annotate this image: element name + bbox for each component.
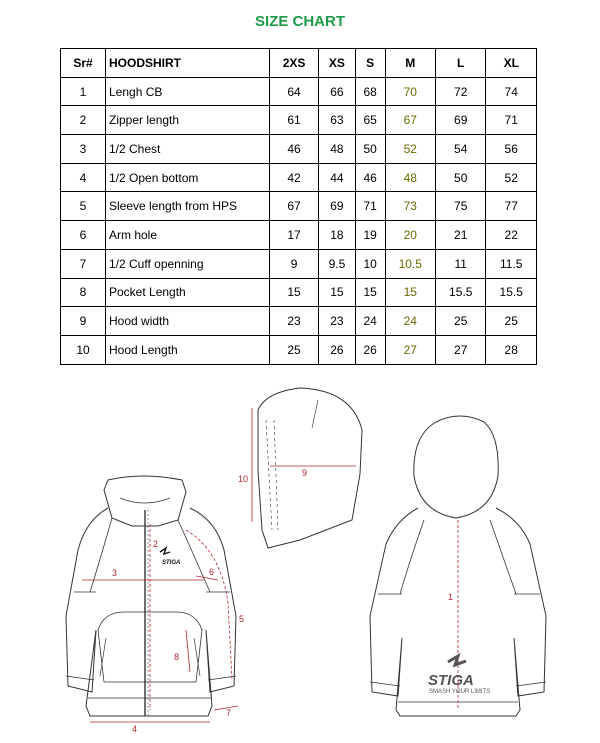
- size-value-cell: 54: [435, 135, 485, 164]
- measure-label-5: 5: [239, 614, 245, 624]
- page-title: SIZE CHART: [255, 13, 345, 30]
- size-value-cell: 67: [270, 192, 319, 221]
- measure-label-9: 9: [302, 468, 308, 478]
- size-value-cell: 11.5: [486, 249, 537, 278]
- size-value-cell: 9: [270, 249, 319, 278]
- size-value-cell: 17: [270, 221, 319, 250]
- measurement-name-cell: Hood Length: [106, 335, 270, 364]
- size-value-cell: 73: [385, 192, 435, 221]
- size-value-cell: 64: [270, 77, 319, 106]
- measure-label-7: 7: [226, 708, 232, 718]
- row-number-cell: 7: [61, 249, 106, 278]
- size-value-cell: 28: [486, 335, 537, 364]
- size-table: [60, 48, 537, 365]
- size-value-cell: 27: [435, 335, 485, 364]
- size-value-cell: 75: [435, 192, 485, 221]
- brand-logo-small-text: STIGA: [162, 560, 181, 566]
- size-value-cell: 52: [486, 163, 537, 192]
- header-cell: XS: [319, 49, 356, 78]
- header-cell: L: [435, 49, 485, 78]
- size-value-cell: 20: [385, 221, 435, 250]
- size-value-cell: 25: [486, 307, 537, 336]
- size-value-cell: 65: [355, 106, 385, 135]
- size-value-cell: 70: [385, 77, 435, 106]
- measurement-name-cell: 1/2 Open bottom: [106, 163, 270, 192]
- row-number-cell: 4: [61, 163, 106, 192]
- table-row: [61, 221, 537, 250]
- size-value-cell: 56: [486, 135, 537, 164]
- row-number-cell: 1: [61, 77, 106, 106]
- table-body: [61, 77, 537, 364]
- measure-label-4: 4: [132, 724, 138, 734]
- hood-measure-lines: [252, 408, 356, 522]
- size-value-cell: 71: [355, 192, 385, 221]
- brand-logo-large-text: STIGA: [428, 672, 474, 689]
- table-header-row: [61, 49, 537, 78]
- size-value-cell: 48: [319, 135, 356, 164]
- size-value-cell: 74: [486, 77, 537, 106]
- header-cell: 2XS: [270, 49, 319, 78]
- measurement-name-cell: Arm hole: [106, 221, 270, 250]
- row-number-cell: 3: [61, 135, 106, 164]
- size-value-cell: 11: [435, 249, 485, 278]
- row-number-cell: 10: [61, 335, 106, 364]
- table-row: [61, 335, 537, 364]
- header-cell: S: [355, 49, 385, 78]
- row-number-cell: 9: [61, 307, 106, 336]
- size-value-cell: 10: [355, 249, 385, 278]
- size-value-cell: 52: [385, 135, 435, 164]
- measurement-name-cell: Lengh CB: [106, 77, 270, 106]
- size-value-cell: 69: [319, 192, 356, 221]
- row-number-cell: 2: [61, 106, 106, 135]
- size-value-cell: 19: [355, 221, 385, 250]
- size-value-cell: 42: [270, 163, 319, 192]
- measure-label-8: 8: [174, 652, 180, 662]
- measure-label-10: 10: [238, 474, 249, 484]
- hood-illustration: [258, 388, 362, 548]
- size-value-cell: 44: [319, 163, 356, 192]
- table-row: [61, 278, 537, 307]
- table-row: [61, 135, 537, 164]
- size-value-cell: 69: [435, 106, 485, 135]
- measurement-name-cell: 1/2 Cuff openning: [106, 249, 270, 278]
- size-value-cell: 26: [355, 335, 385, 364]
- header-cell: Sr#: [61, 49, 106, 78]
- size-value-cell: 61: [270, 106, 319, 135]
- size-value-cell: 67: [385, 106, 435, 135]
- measurement-name-cell: Hood width: [106, 307, 270, 336]
- measure-label-1: 1: [448, 592, 454, 602]
- size-value-cell: 63: [319, 106, 356, 135]
- size-value-cell: 50: [355, 135, 385, 164]
- measurement-name-cell: Sleeve length from HPS: [106, 192, 270, 221]
- measurement-name-cell: Zipper length: [106, 106, 270, 135]
- size-value-cell: 25: [435, 307, 485, 336]
- header-cell: HOODSHIRT: [106, 49, 270, 78]
- size-value-cell: 66: [319, 77, 356, 106]
- size-value-cell: 15.5: [435, 278, 485, 307]
- measure-label-6: 6: [209, 567, 215, 577]
- table-row: [61, 249, 537, 278]
- size-value-cell: 48: [385, 163, 435, 192]
- brand-logo-small: [160, 548, 180, 566]
- row-number-cell: 8: [61, 278, 106, 307]
- size-value-cell: 46: [355, 163, 385, 192]
- header-cell: XL: [486, 49, 537, 78]
- brand-logo-large: [428, 656, 490, 695]
- row-number-cell: 6: [61, 221, 106, 250]
- size-value-cell: 9.5: [319, 249, 356, 278]
- row-number-cell: 5: [61, 192, 106, 221]
- size-value-cell: 24: [385, 307, 435, 336]
- size-value-cell: 15: [270, 278, 319, 307]
- size-value-cell: 21: [435, 221, 485, 250]
- size-value-cell: 77: [486, 192, 537, 221]
- size-value-cell: 68: [355, 77, 385, 106]
- garment-diagrams: [0, 380, 600, 743]
- size-value-cell: 23: [319, 307, 356, 336]
- measure-label-2: 2: [153, 539, 159, 549]
- size-value-cell: 27: [385, 335, 435, 364]
- table-row: [61, 163, 537, 192]
- size-value-cell: 18: [319, 221, 356, 250]
- size-value-cell: 25: [270, 335, 319, 364]
- size-value-cell: 15: [385, 278, 435, 307]
- brand-slogan: SMASH YOUR LIMITS: [429, 689, 491, 695]
- header-cell: M: [385, 49, 435, 78]
- front-jacket-illustration: [66, 476, 236, 716]
- size-value-cell: 72: [435, 77, 485, 106]
- table-row: [61, 192, 537, 221]
- measurement-name-cell: Pocket Length: [106, 278, 270, 307]
- size-value-cell: 10.5: [385, 249, 435, 278]
- size-value-cell: 24: [355, 307, 385, 336]
- measure-label-3: 3: [112, 568, 118, 578]
- size-value-cell: 23: [270, 307, 319, 336]
- size-value-cell: 26: [319, 335, 356, 364]
- table-row: [61, 106, 537, 135]
- table-row: [61, 307, 537, 336]
- size-value-cell: 15: [355, 278, 385, 307]
- size-value-cell: 15: [319, 278, 356, 307]
- measurement-name-cell: 1/2 Chest: [106, 135, 270, 164]
- front-measure-lines: [82, 524, 238, 722]
- size-value-cell: 50: [435, 163, 485, 192]
- size-value-cell: 46: [270, 135, 319, 164]
- size-value-cell: 15.5: [486, 278, 537, 307]
- table-row: [61, 77, 537, 106]
- size-value-cell: 22: [486, 221, 537, 250]
- size-value-cell: 71: [486, 106, 537, 135]
